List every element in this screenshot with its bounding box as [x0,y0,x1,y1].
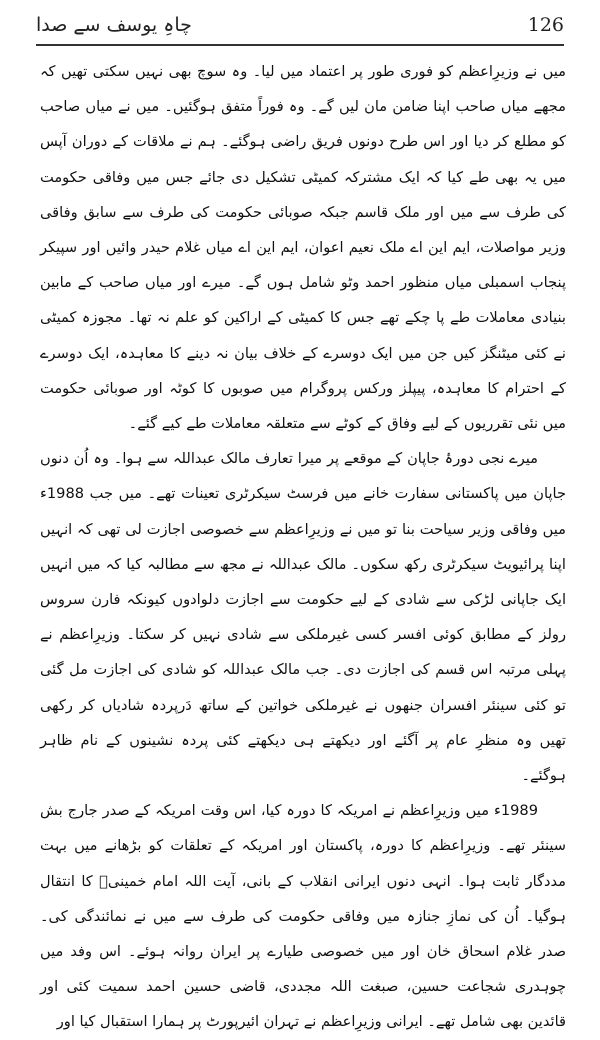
page-number: 126 [527,14,564,36]
paragraph: میں نے وزیرِاعظم کو فوری طور پر اعتماد میں لیا۔ وہ سوچ بھی نہیں سکتی تھیں کہ مجھے میاں صاحب اپنا ضامن مان لیں گے۔ وہ فوراً متفق ہوگئیں۔ میں نے میاں صاحب کو مطلع کر دیا اور اس طرح دونوں فریق راضی ہوگئے۔ ہم نے ملاقات کے دوران آپس میں یہ بھی طے کیا کہ ایک مشترکہ کمیٹی تشکیل دی جائے جس میں وفاقی حکومت کی طرف سے میں اور ملک قاسم جبکہ صوبائی حکومت کی طرف سے سابق وفاقی وزیر مواصلات، ایم این اے ملک نعیم اعوان، ایم این اے میاں غلام حیدر وائیں اور سپیکر پنجاب اسمبلی میاں منظور احمد وٹو شامل ہوں گے۔ میرے اور میاں صاحب کے مابین بنیادی معاملات طے پا چکے تھے جس کا کمیٹی کے اراکین کو علم نہ تھا۔ مجوزہ کمیٹی نے کئی میٹنگز کیں جن میں ایک دوسرے کے خلاف بیان نہ دینے کا معاہدہ، ایک دوسرے کے احترام کا معاہدہ، پیپلز ورکس پروگرام میں صوبوں کا کوٹہ اور صوبائی حکومت میں نئی تقرریوں کے لیے وفاق کے کوٹے سے متعلقہ معاملات طے کیے گئے۔ [40,63,566,433]
paragraph: 1989ء میں وزیرِاعظم نے امریکہ کا دورہ کیا، اس وقت امریکہ کے صدر جارج بش سینئر تھے۔ وزیرِاعظم کا دورہ، پاکستان اور امریکہ کے تعلقات کو بڑھانے میں بہت مددگار ثابت ہوا۔ انہی دنوں ایرانی انقلاب کے بانی، آیت اللہ امام خمینیؒ کا انتقال ہوگیا۔ اُن کی نمازِ جنازہ میں وفاقی حکومت کی طرف سے میں نے نمائندگی کی۔ صدر غلام اسحاق خان اور میں خصوصی طیارے پر ایران روانہ ہوئے۔ اس وفد میں چوہدری شجاعت حسین، صبغت اللہ مجددی، قاضی حسین احمد سمیت کئی اور قائدین بھی شامل تھے۔ ایرانی وزیرِاعظم نے تہران ائیرپورٹ پر ہمارا استقبال کیا اور [40,802,566,1031]
header-rule [36,44,564,46]
running-title: چاہِ یوسف سے صدا [36,14,192,36]
page-header [36,14,564,40]
paragraph: میرے نجی دورۂ جاپان کے موقعے پر میرا تعارف مالک عبداللہ سے ہوا۔ وہ اُن دنوں جاپان میں پاکستانی سفارت خانے میں فرسٹ سیکرٹری تعینات تھے۔ میں جب 1988ء میں وفاقی وزیر سیاحت بنا تو میں نے وزیرِاعظم سے خصوصی اجازت لی تھی کہ انہیں اپنا پرائیویٹ سیکرٹری رکھ سکوں۔ مالک عبداللہ نے مجھ سے مطالبہ کیا کہ میں انہیں ایک جاپانی لڑکی سے شادی کے لیے حکومت سے اجازت دلوادوں کیونکہ فارن سروس رولز کے مطابق کوئی افسر کسی غیرملکی سے شادی نہیں کر سکتا۔ وزیرِاعظم نے پہلی مرتبہ اس قسم کی اجازت دی۔ جب مالک عبداللہ کو شادی کی اجازت مل گئی تو کئی سینئر افسران جنھوں نے غیرملکی خواتین کے ساتھ دَرپردہ شادیاں کر رکھی تھیں وہ منظرِ عام پر آگئے اور دیکھتے ہی دیکھتے کئی پردہ نشینوں کے نام ظاہر ہوگئے۔ [40,450,566,785]
body-text [40,54,566,1031]
